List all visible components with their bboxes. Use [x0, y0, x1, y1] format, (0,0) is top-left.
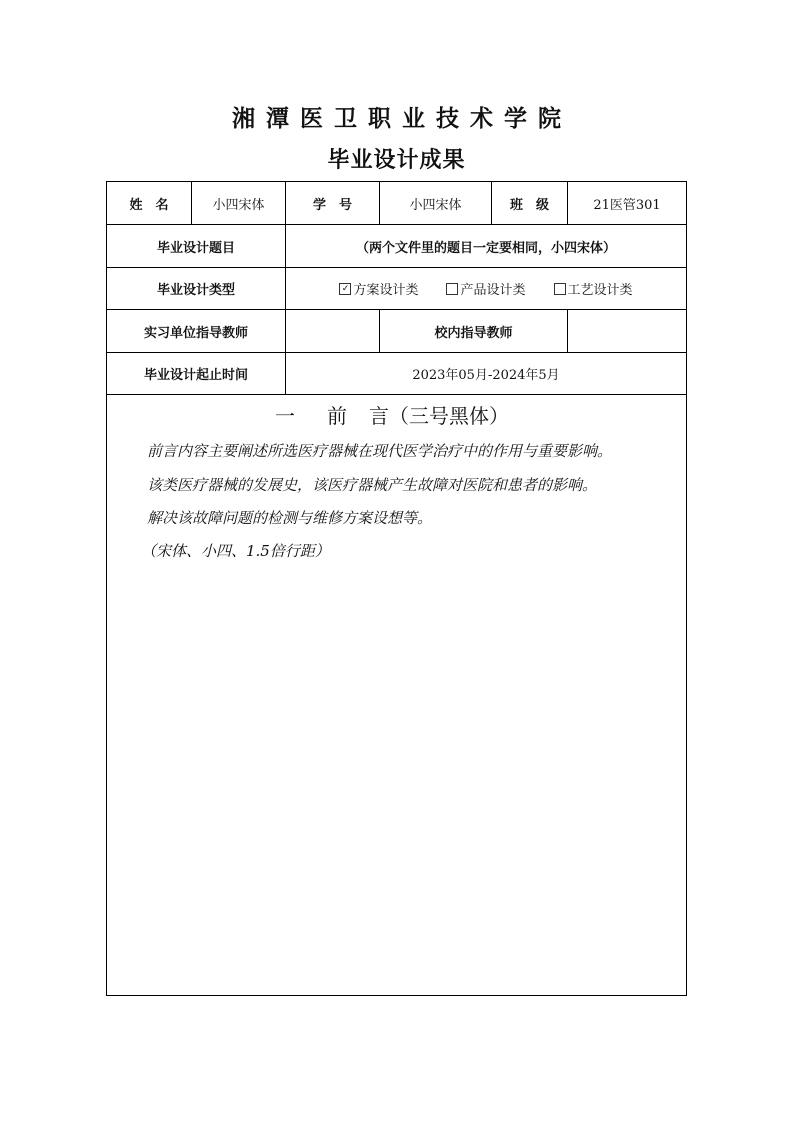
campus-advisor-field[interactable]	[567, 310, 686, 352]
foreword-heading	[107, 400, 686, 429]
school-name: 湘潭医卫职业技术学院	[232, 106, 572, 132]
foreword-number: 一	[275, 404, 295, 428]
form-table	[106, 181, 687, 996]
foreword-title-rest: 言（三号黑体）	[369, 404, 509, 428]
student-id-field[interactable]: 小四宋体	[379, 182, 491, 224]
document-title: 毕业设计成果	[327, 148, 466, 173]
foreword-paragraph: 该类医疗器械的发展史，该医疗器械产生故障对医院和患者的影响。	[147, 476, 598, 494]
row-type	[107, 268, 686, 310]
row-topic	[107, 225, 686, 268]
period-label: 毕业设计起止时间	[143, 368, 248, 383]
name-label: 姓 名	[129, 197, 169, 213]
foreword-paragraph: 解决该故障问题的检测与维修方案设想等。	[147, 509, 433, 527]
type-option-product[interactable]	[446, 279, 525, 298]
class-field[interactable]: 21医管301	[567, 182, 686, 224]
internship-advisor-label: 实习单位指导教师	[143, 325, 248, 341]
type-option-process[interactable]	[554, 279, 633, 298]
type-option-label: 方案设计类	[353, 283, 419, 298]
name-field[interactable]: 小四宋体	[191, 182, 285, 224]
row-advisors	[107, 310, 686, 353]
row-basic-info	[107, 182, 686, 225]
foreword-paragraph: 前言内容主要阐述所选医疗器械在现代医学治疗中的作用与重要影响。	[147, 442, 613, 460]
student-id-label: 学 号	[285, 182, 379, 224]
type-option-label: 工艺设计类	[567, 283, 633, 298]
topic-label: 毕业设计题目	[156, 240, 235, 256]
foreword-format-note: （宋体、小四、1.5倍行距）	[141, 542, 330, 560]
campus-advisor-label: 校内指导教师	[379, 310, 567, 352]
class-label: 班 级	[491, 182, 567, 224]
row-period	[107, 353, 686, 395]
type-label: 毕业设计类型	[156, 283, 235, 298]
type-option-label: 产品设计类	[460, 283, 526, 298]
type-option-scheme[interactable]	[339, 279, 418, 298]
checkbox-checked-icon[interactable]: ✓	[339, 283, 351, 295]
period-field[interactable]: 2023年05月-2024年5月	[285, 353, 686, 394]
internship-advisor-field[interactable]	[285, 310, 379, 352]
topic-field[interactable]: （两个文件里的题目一定要相同，小四宋体）	[285, 225, 686, 267]
checkbox-empty-icon[interactable]	[554, 283, 566, 295]
foreword-title-char: 前	[327, 404, 347, 428]
checkbox-empty-icon[interactable]	[446, 283, 458, 295]
type-options	[285, 268, 686, 309]
